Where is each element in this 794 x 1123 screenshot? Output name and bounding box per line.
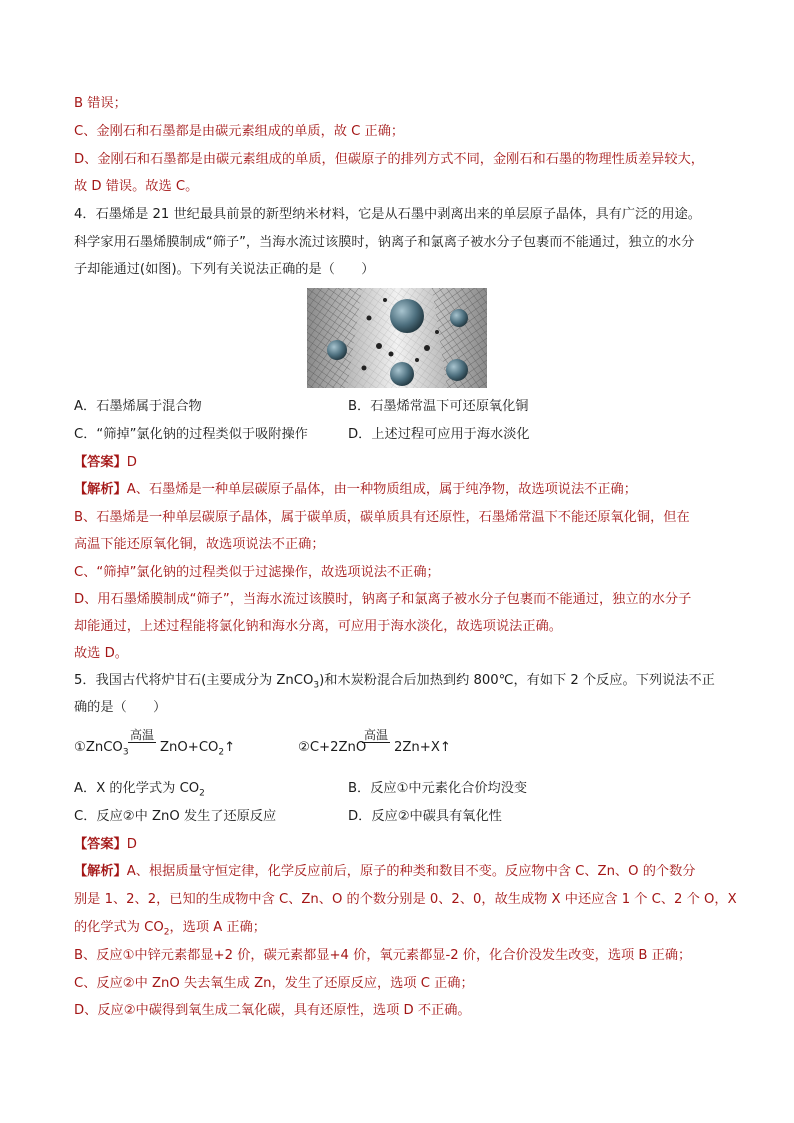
q4-analysis-line-6: 却能通过，上述过程能将氯化钠和海水分离，可应用于海水淡化，故选项说法正确。 (74, 619, 562, 634)
intro-line-4: 故 D 错误。故选 C。 (74, 179, 199, 194)
q5-analysis-line-3: 的化学式为 $CO_2$，选项 A 正确； (74, 920, 266, 938)
q4-option-d: D．上述过程可应用于海水淡化 (348, 427, 530, 442)
q4-analysis-line-4: C、“筛掉”氯化钠的过程类似于过滤操作，故选项说法不正确； (74, 565, 440, 580)
q4-analysis-line-3: 高温下能还原氧化铜，故选项说法不正确； (74, 537, 325, 552)
q4-stem-line-2: 科学家用石墨烯膜制成“筛子”，当海水流过该膜时，钠离子和氯离子被水分子包裹而不能通过，独立的水分 (74, 235, 695, 250)
intro-line-3: D、金刚石和石墨都是由碳元素组成的单质，但碳原子的排列方式不同，金刚石和石墨的物理性质差异较大， (74, 152, 704, 167)
q4-option-b: B．石墨烯常温下可还原氧化铜 (348, 399, 529, 414)
q4-answer-value: D (126, 455, 137, 470)
q4-option-a: A．石墨烯属于混合物 (74, 399, 202, 414)
q4-analysis-line-2: B、石墨烯是一种单层碳原子晶体，属于碳单质，碳单质具有还原性，石墨烯常温下不能还原氧化铜，但在 (74, 510, 690, 525)
q5-answer-label: 【答案】 (74, 837, 127, 852)
q4-analysis-line-7: 故选 D。 (74, 646, 128, 661)
q4-stem-line-3: 子却能通过(如图)。下列有关说法正确的是（ ） (74, 262, 375, 277)
q5-analysis-line-1: 【解析】A、根据质量守恒定律，化学反应前后，原子的种类和数目不变。反应物中含 C、Zn、O 的个数分 (74, 864, 696, 879)
q5-analysis-line-2: 别是 1、2、2，已知的生成物中含 C、Zn、O 的个数分别是 0、2、0，故生成物 X 中还应含 1 个 C、2 个 O，X (74, 892, 737, 907)
q4-answer-line (74, 452, 137, 474)
reaction-2-condition: 高温 (364, 728, 389, 742)
q5-answer-value: D (126, 837, 137, 852)
q4-answer-label: 【答案】 (74, 455, 127, 470)
reaction-1-reactant: ①ZnCO$_3$ (74, 740, 129, 758)
graphene-sieve-figure (307, 288, 487, 388)
q4-analysis-line-1: 【解析】A、石墨烯是一种单层碳原子晶体，由一种物质组成，属于纯净物，故选项说法不正确； (74, 482, 637, 497)
reaction-2-product: 2Zn+X↑ (394, 740, 451, 755)
q4-stem-line-1: 4．石墨烯是 21 世纪最具前景的新型纳米材料，它是从石墨中剥离出来的单层原子晶体，具有广泛的用途。 (74, 207, 701, 222)
reaction-2-reactant: ②C+2ZnO (298, 740, 367, 755)
reaction-1-condition: 高温 (130, 728, 155, 742)
reaction-1-product: $ZnO+CO_2↑$ (160, 740, 236, 758)
q4-analysis-line-5: D、用石墨烯膜制成“筛子”，当海水流过该膜时，钠离子和氯离子被水分子包裹而不能通过，独立的水分子 (74, 592, 692, 607)
graphene-membrane-illustration (307, 288, 487, 388)
q4-analysis-label: 【解析】 (74, 482, 127, 497)
q5-analysis-line-4: B、反应①中锌元素都显+2 价，碳元素都显+4 价，氧元素都显-2 价，化合价没发生改变，选项 B 正确； (74, 948, 692, 963)
intro-line-2: C、金刚石和石墨都是由碳元素组成的单质，故 C 正确； (74, 124, 405, 139)
q5-option-d: D．反应②中碳具有氧化性 (348, 809, 502, 824)
q5-stem-line-2: 确的是（ ） (74, 700, 167, 715)
intro-line-1: B 错误； (74, 96, 127, 111)
q4-option-c: C．“筛掉”氯化钠的过程类似于吸附操作 (74, 427, 308, 442)
q5-analysis-line-6: D、反应②中碳得到氧生成二氧化碳，具有还原性，选项 D 不正确。 (74, 1003, 471, 1018)
q5-stem-line-1: 5．我国古代将炉甘石(主要成分为 ZnCO$_3$)和木炭粉混合后加热到约 800℃，有如下 2 个反应。下列说法不正 (74, 673, 715, 691)
q5-analysis-line-5: C、反应②中 ZnO 失去氧生成 Zn，发生了还原反应，选项 C 正确； (74, 976, 474, 991)
q5-option-c: C．反应②中 ZnO 发生了还原反应 (74, 809, 277, 824)
q5-analysis-label: 【解析】 (74, 864, 127, 879)
q5-option-a: A．X 的化学式为 $CO_2$ (74, 781, 205, 799)
q5-option-b: B．反应①中元素化合价均没变 (348, 781, 528, 796)
q5-answer-line (74, 834, 137, 856)
